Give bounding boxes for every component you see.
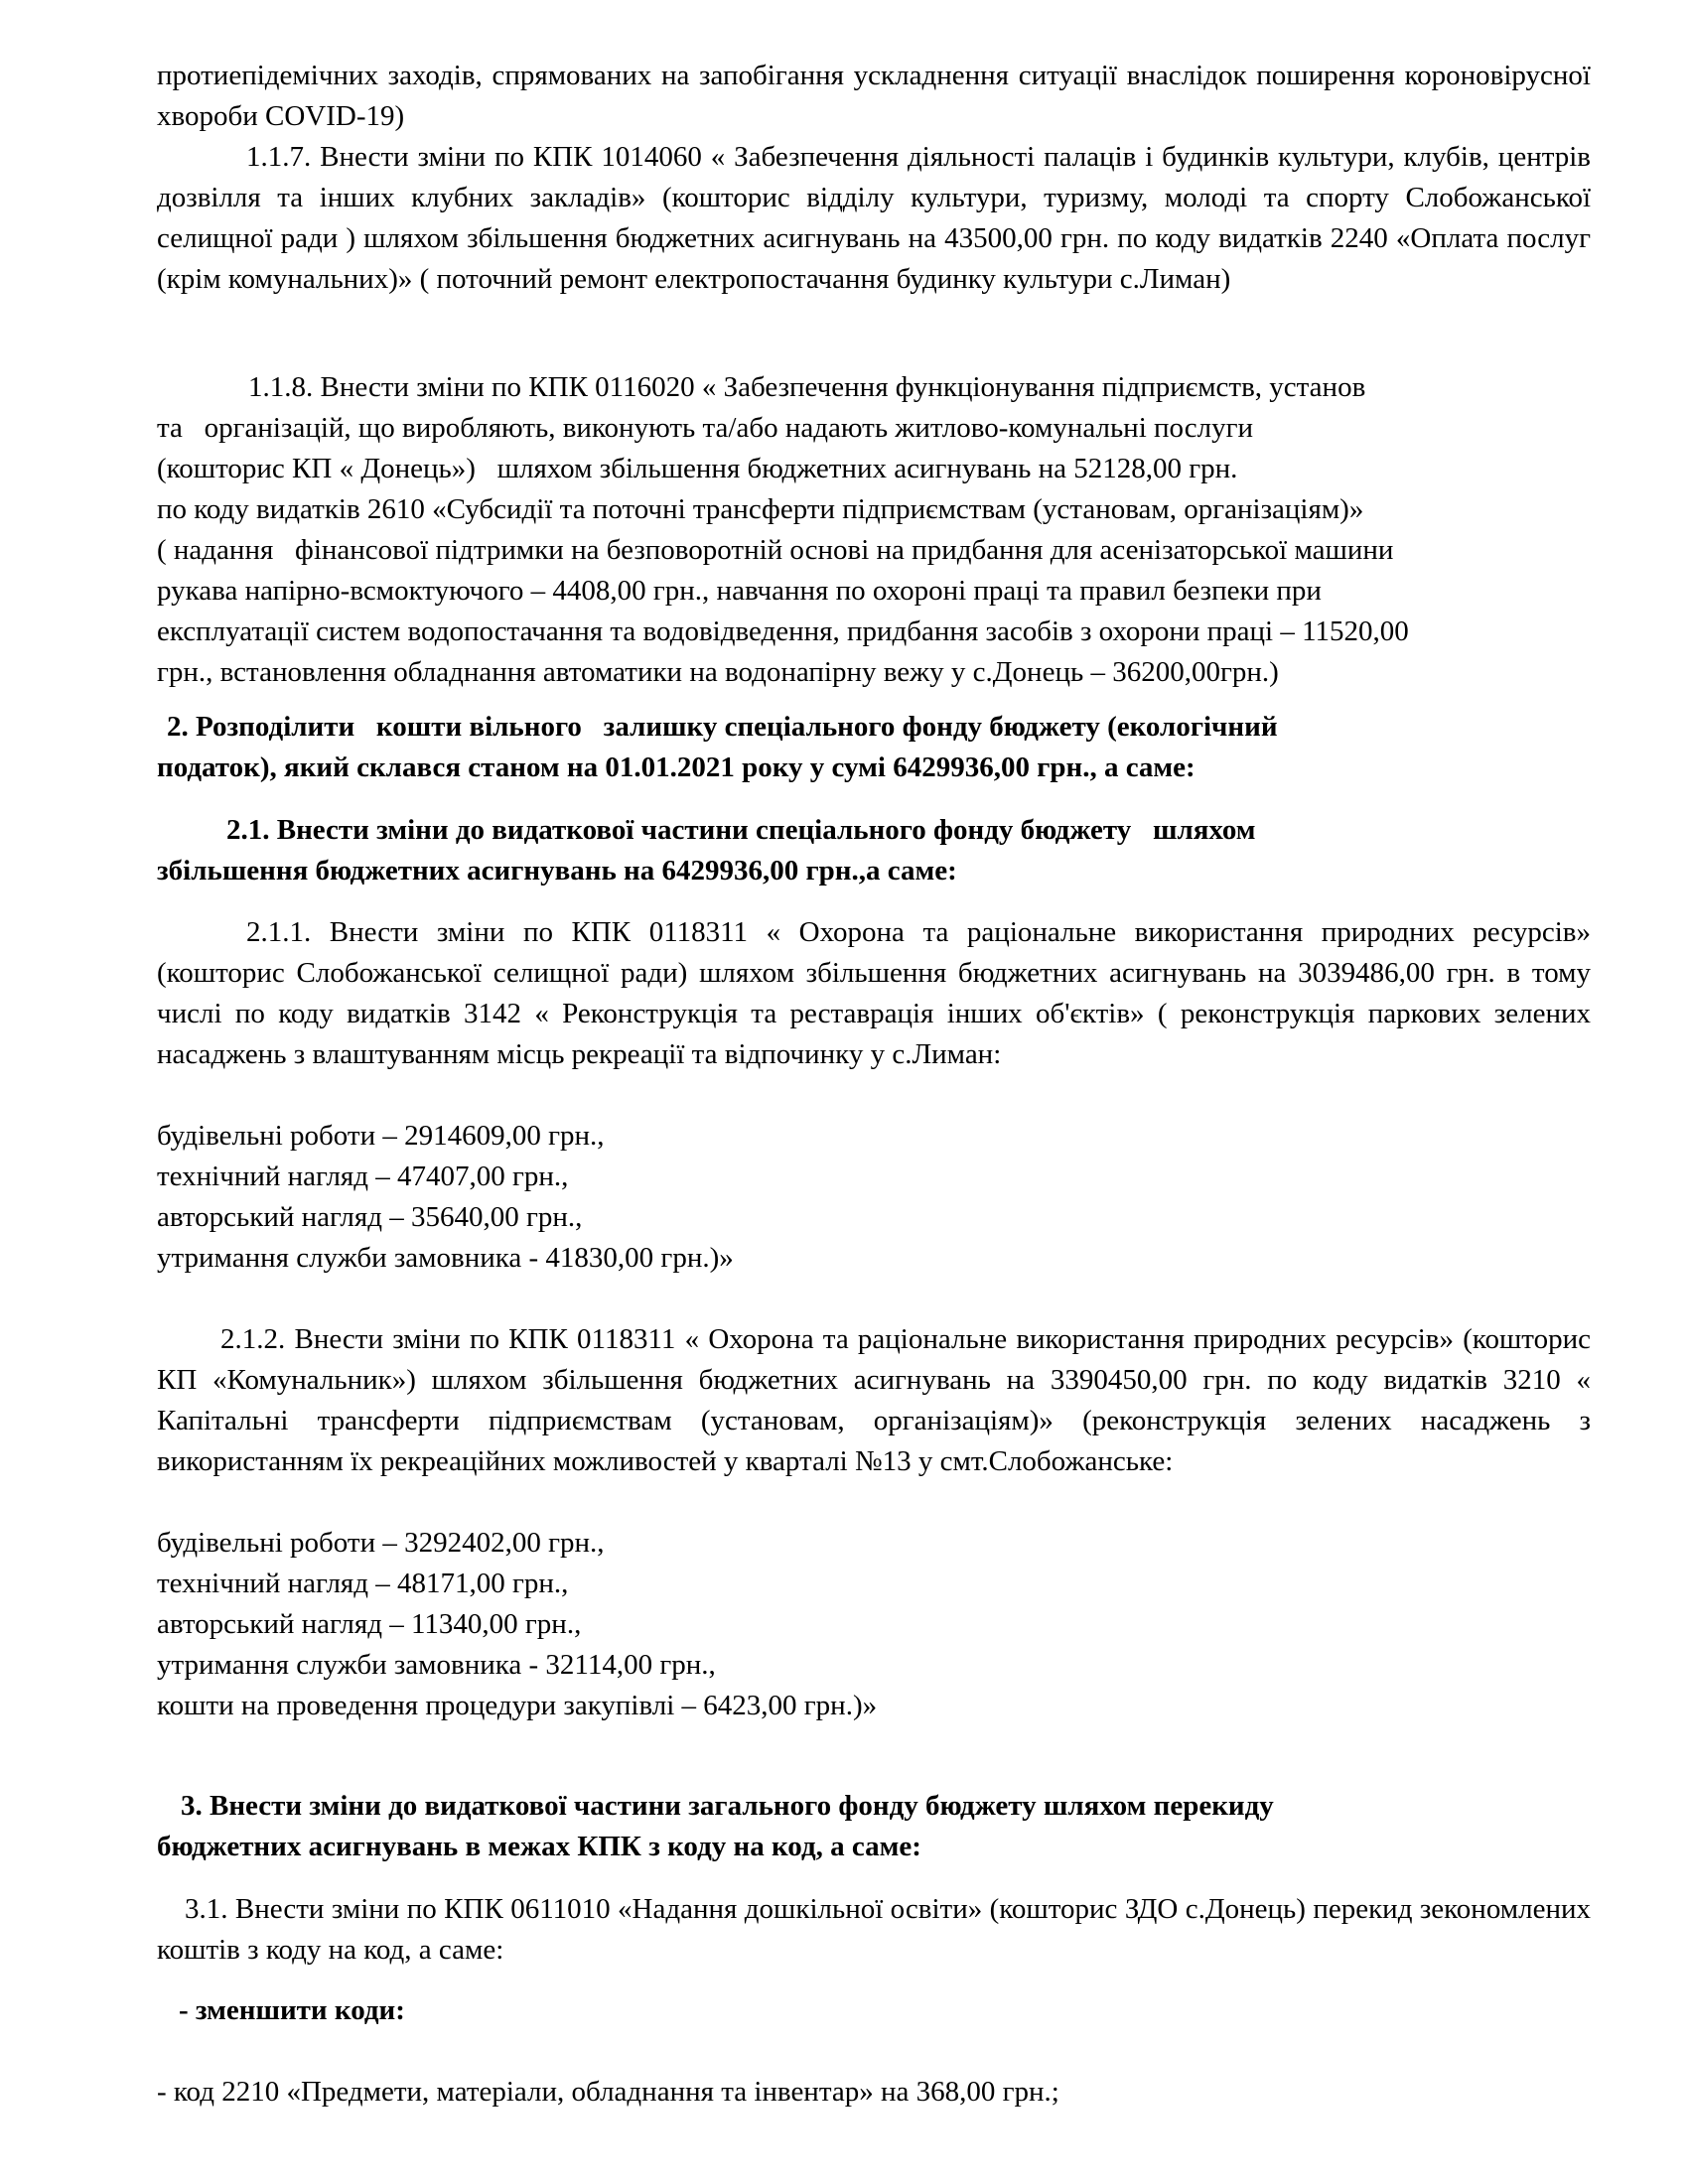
paragraph-1-1-8-line: рукава напірно-всмоктуючого – 4408,00 грн., навчання по охороні праці та правил безпеки при xyxy=(157,575,1322,607)
list-item: утримання служби замовника - 41830,00 грн.)» xyxy=(157,1242,734,1274)
section-3-heading-line: 3. Внести зміни до видаткової частини загального фонду бюджету шляхом перекиду xyxy=(181,1790,1274,1822)
paragraph-1-1-7: 1.1.7. Внести зміни по КПК 1014060 « Забезпечення діяльності палаців і будинків культури, клубів, центрів дозвілля та інших клубних закладів» (кошторис відділу культури, туризму, молоді та спорту Слобожанської селищної ради ) шляхом збільшення бюджетних асигнувань на 43500,00 грн. по коду видатків 2240 «Оплата послуг (крім комунальних)» ( поточний ремонт електропостачання будинку культури с.Лиман) xyxy=(157,141,1591,295)
list-item: авторський нагляд – 11340,00 грн., xyxy=(157,1608,582,1640)
paragraph-1-1-8-line: грн., встановлення обладнання автоматики на водонапірну вежу у с.Донець – 36200,00грн.) xyxy=(157,656,1279,688)
section-2-1-heading xyxy=(157,810,1591,891)
section-2-1-heading-line: 2.1. Внести зміни до видаткової частини спеціального фонду бюджету шляхом xyxy=(226,814,1256,846)
list-item: авторський нагляд – 35640,00 грн., xyxy=(157,1201,583,1233)
decrease-codes-heading: - зменшити коди: xyxy=(179,1994,405,2026)
paragraph-1-1-8-line: експлуатації систем водопостачання та водовідведення, придбання засобів з охорони праці – 11520,00 xyxy=(157,615,1409,647)
paragraph-fragment-top: протиепідемічних заходів, спрямованих на запобігання ускладнення ситуації внаслідок поширення короновірусної хвороби COVID-19) xyxy=(157,60,1591,132)
paragraph-2-1-2: 2.1.2. Внести зміни по КПК 0118311 « Охорона та раціональне використання природних ресурсів» (кошторис КП «Комунальник») шляхом збільшення бюджетних асигнувань на 3390450,00 грн. по коду видатків 3210 « Капітальні трансферти підприємствам (установам, організаціям)» (реконструкція зелених насаджень з використанням їх рекреаційних можливостей у кварталі №13 у смт.Слобожанське: xyxy=(157,1323,1591,1477)
list-item: утримання служби замовника - 32114,00 грн., xyxy=(157,1649,716,1681)
paragraph-1-1-8-line: 1.1.8. Внести зміни по КПК 0116020 « Забезпечення функціонування підприємств, установ xyxy=(248,371,1366,403)
section-2-heading-line: податок), який склався станом на 01.01.2021 року у сумі 6429936,00 грн., а саме: xyxy=(157,751,1196,783)
section-3-heading-line: бюджетних асигнувань в межах КПК з коду на код, а саме: xyxy=(157,1831,921,1862)
paragraph-1-1-8 xyxy=(157,367,1591,693)
paragraph-3-1: 3.1. Внести зміни по КПК 0611010 «Надання дошкільної освіти» (кошторис ЗДО с.Донець) перекид зекономлених коштів з коду на код, а саме: xyxy=(157,1893,1591,1966)
list-item: будівельні роботи – 3292402,00 грн., xyxy=(157,1527,605,1559)
list-2-1-1 xyxy=(157,1116,1591,1279)
list-2-1-2 xyxy=(157,1523,1591,1726)
list-item: технічний нагляд – 47407,00 грн., xyxy=(157,1160,569,1192)
paragraph-1-1-8-line: та організацій, що виробляють, виконують та/або надають житлово-комунальні послуги xyxy=(157,412,1254,444)
paragraph-1-1-8-line: (кошторис КП « Донець») шляхом збільшення бюджетних асигнувань на 52128,00 грн. xyxy=(157,453,1238,484)
list-item: кошти на проведення процедури закупівлі – 6423,00 грн.)» xyxy=(157,1690,878,1721)
list-item: будівельні роботи – 2914609,00 грн., xyxy=(157,1120,605,1152)
paragraph-2-1-1: 2.1.1. Внести зміни по КПК 0118311 « Охорона та раціональне використання природних ресурсів» (кошторис Слобожанської селищної ради) шляхом збільшення бюджетних асигнувань на 3039486,00 грн. в тому числі по коду видатків 3142 « Реконструкція та реставрація інших об'єктів» ( реконструкція паркових зелених насаджень з влаштуванням місць рекреації та відпочинку у с.Лиман: xyxy=(157,916,1591,1070)
section-2-heading xyxy=(157,707,1591,788)
section-2-heading-line: 2. Розподілити кошти вільного залишку спеціального фонду бюджету (екологічний xyxy=(167,711,1278,743)
code-2210-line: - код 2210 «Предмети, матеріали, обладнання та інвентар» на 368,00 грн.; xyxy=(157,2076,1059,2108)
list-item: технічний нагляд – 48171,00 грн., xyxy=(157,1568,569,1599)
section-3-heading xyxy=(157,1786,1591,1867)
section-2-1-heading-line: збільшення бюджетних асигнувань на 6429936,00 грн.,а саме: xyxy=(157,855,957,887)
paragraph-1-1-8-line: ( надання фінансової підтримки на безповоротній основі на придбання для асенізаторської машини xyxy=(157,534,1394,566)
paragraph-1-1-8-line: по коду видатків 2610 «Субсидії та поточні трансферти підприємствам (установам, організаціям)» xyxy=(157,493,1364,525)
